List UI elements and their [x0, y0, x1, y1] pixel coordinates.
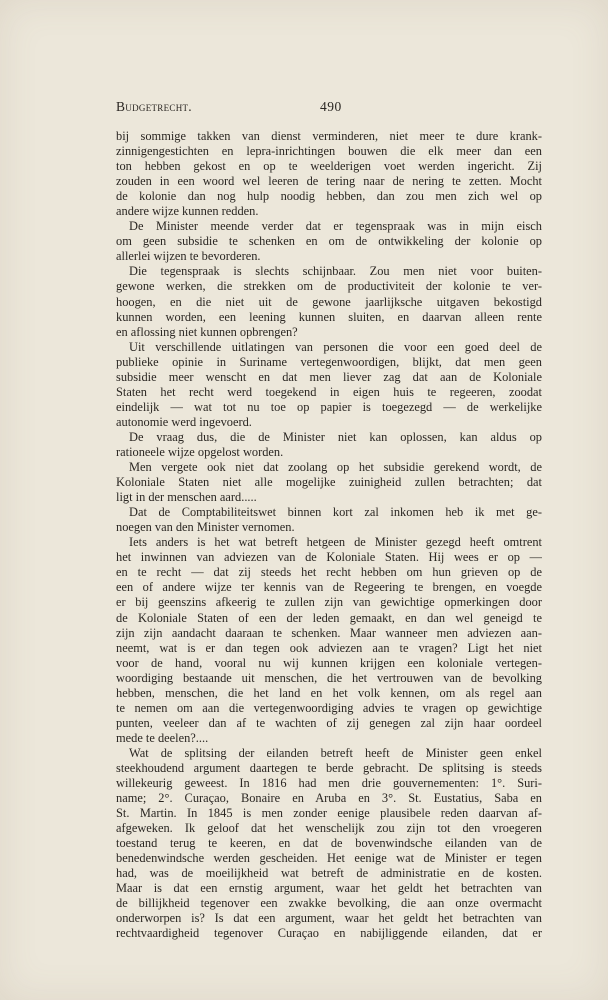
- text-line: ton hebben gekost en op te weelderigen voet werden ingericht. Zij: [116, 159, 542, 174]
- text-line: allerlei wijzen te bevorderen.: [116, 249, 261, 264]
- text-line: gewone werken, die strekken om de productiviteit der kolonie te ver-: [116, 279, 542, 294]
- text-line: mede te deelen?....: [116, 730, 209, 745]
- text-line: de kolonie dan nog hulp noodig hebben, dan zou men zich wel op: [116, 189, 542, 204]
- page-number: 490: [320, 99, 342, 114]
- text-line: name; 2°. Curaçao, Bonaire en Aruba en 3°. St. Eustatius, Saba en: [116, 791, 542, 806]
- text-line: steekhoudend argument daartegen te berde gebracht. De splitsing is steeds: [116, 760, 542, 775]
- text-line: autonomie werd ingevoerd.: [116, 414, 252, 429]
- text-line: een of andere wijze ter kennis van de Regeering te brengen, en voegde: [116, 580, 542, 595]
- text-line: Die tegenspraak is slechts schijnbaar. Zou men niet voor buiten-: [129, 264, 542, 279]
- text-line: publieke opinie in Suriname vertegenwoordigen, blijkt, dat men geen: [116, 354, 542, 369]
- text-line: Maar is dat een ernstig argument, waar het geldt het betrachten van: [116, 881, 542, 896]
- text-line: andere wijze kunnen redden.: [116, 204, 259, 219]
- text-line: toestand terug te keeren, en dat de bovenwindsche eilanden van de: [116, 836, 542, 851]
- text-line: onderworpen is? Is dat een argument, waar het geldt het betrachten van: [116, 911, 542, 926]
- text-line: afgeweken. Ik geloof dat het wenschelijk zou zijn tot den vroegeren: [116, 821, 542, 836]
- text-line: voor de hand, vooral nu wij kunnen krijgen een koloniale vertegen-: [116, 655, 542, 670]
- text-line: woordiging bestaande uit menschen, die het vertrouwen van de bevolking: [116, 670, 542, 685]
- text-line: De Minister meende verder dat er tegenspraak was in mijn eisch: [129, 219, 542, 234]
- text-line: Wat de splitsing der eilanden betreft heeft de Minister geen enkel: [129, 745, 542, 760]
- text-line: en aflossing niet kunnen opbrengen?: [116, 324, 298, 339]
- text-line: kunnen worden, een leening kunnen sluiten, en daarvan alleen rente: [116, 309, 542, 324]
- text-line: noegen van den Minister vernomen.: [116, 520, 295, 535]
- text-line: had, was de moeilijkheid wat betreft de administratie en de kosten.: [116, 866, 542, 881]
- text-line: hoogen, en die niet uit de gewone jaarlijksche uitgaven bekostigd: [116, 294, 542, 309]
- text-line: het inwinnen van adviezen van de Koloniale Staten. Hij wees er op —: [116, 550, 542, 565]
- text-line: subsidie meer wenscht en dat men liever zag dat aan de Koloniale: [116, 369, 542, 384]
- body-text: [116, 129, 542, 942]
- text-line: St. Martin. In 1845 is men zonder eenige plausibele reden daarvan af-: [116, 806, 542, 821]
- text-line: punten, veeleer dan af te wachten of zij genegen zal zijn haar oordeel: [116, 715, 542, 730]
- text-line: Staten het recht werd toegekend in eigen huis te regeeren, zoodat: [116, 384, 542, 399]
- text-line: bij sommige takken van dienst verminderen, niet meer te dure krank-: [116, 129, 542, 143]
- text-line: ligt in der menschen aard.....: [116, 490, 257, 505]
- text-line: benedenwindsche werden gescheiden. Het eenige wat de Minister er tegen: [116, 851, 542, 866]
- text-line: eindelijk — wat tot nu toe op papier is toegezegd — de werkelijke: [116, 399, 542, 414]
- text-line: De vraag dus, die de Minister niet kan oplossen, kan aldus op: [129, 429, 542, 444]
- text-line: om geen subsidie te schenken en om de ontwikkeling der kolonie op: [116, 234, 542, 249]
- text-line: zijn zijn aandacht daaraan te schenken. Maar wanneer men adviezen aan-: [116, 625, 542, 640]
- text-line: Men vergete ook niet dat zoolang op het subsidie gerekend wordt, de: [129, 460, 542, 475]
- text-line: er bij geenszins afkeerig te zullen zijn van gewichtige opmerkingen door: [116, 595, 542, 610]
- text-line: willekeurig geweest. In 1816 had men drie gouvernementen: 1°. Suri-: [116, 776, 542, 791]
- text-line: Koloniale Staten niet alle mogelijke zuinigheid zullen betrachten; dat: [116, 475, 542, 490]
- text-line: de Koloniale Staten of een der leden gemaakt, en dan wel geneigd te: [116, 610, 542, 625]
- text-line: Uit verschillende uitlatingen van personen die voor een goed deel de: [129, 339, 542, 354]
- running-title: Budgetrecht.: [116, 99, 192, 114]
- text-line: de billijkheid tegenover een zwakke bevolking, die aan onze overmacht: [116, 896, 542, 911]
- text-line: Dat de Comptabiliteitswet binnen kort zal inkomen heb ik met ge-: [129, 505, 542, 520]
- text-line: rechtvaardigheid tegenover Curaçao en nabijliggende eilanden, dat er: [116, 926, 542, 941]
- text-line: te nemen om aan die vertegenwoordiging advies te vragen op gewichtige: [116, 700, 542, 715]
- text-line: zinnigengestichten en lepra-inrichtingen bouwen die elk meer dan een: [116, 144, 542, 159]
- text-line: Iets anders is het wat betreft hetgeen de Minister gezegd heeft omtrent: [129, 535, 542, 550]
- text-line: hebben, menschen, die het land en het volk kennen, om als regel aan: [116, 685, 542, 700]
- text-line: rationeele wijze opgelost worden.: [116, 444, 284, 459]
- text-line: neemt, wat is er dan tegen ook adviezen aan te vragen? Ligt het niet: [116, 640, 542, 655]
- text-line: en te recht — dat zij steeds het recht hebben om hun grieven op de: [116, 565, 542, 580]
- page-header: [116, 99, 542, 115]
- text-line: zouden in een woord wel leeren de tering naar de nering te zetten. Mocht: [116, 174, 542, 189]
